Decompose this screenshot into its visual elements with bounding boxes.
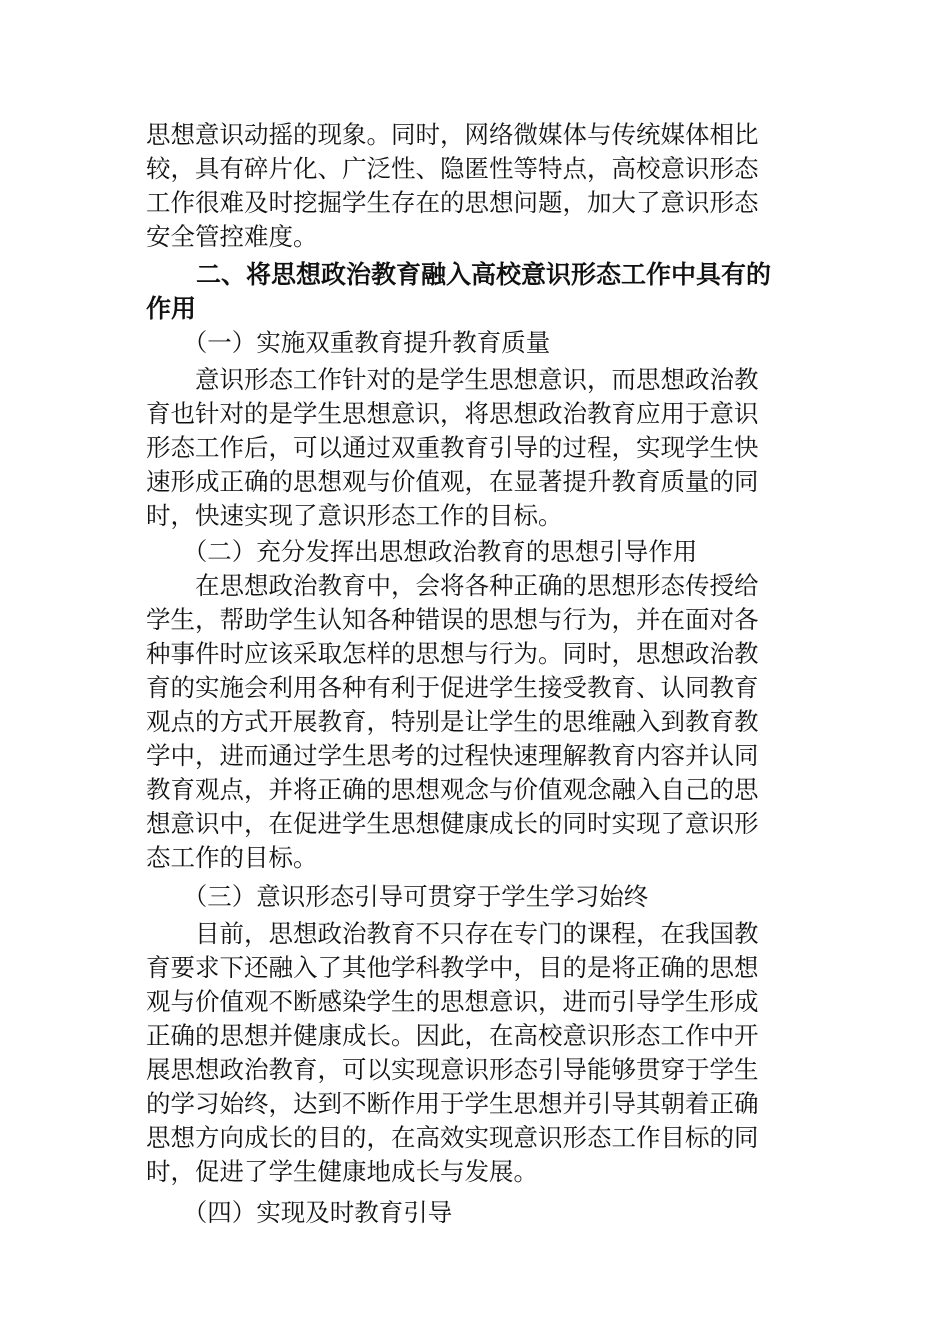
paragraph-continuation: 思想意识动摇的现象。同时，网络微媒体与传统媒体相比 较，具有碎片化、广泛性、隐匿性等特点，高校意识形态 工作很难及时挖掘学生存在的思想问题，加大了意识形态 安全管控难度。 xyxy=(146,120,759,251)
subsection-title-4: （四）实现及时教育引导 xyxy=(146,1198,453,1227)
subsection-body-3: 目前，思想政治教育不只存在专门的课程，在我国教 育要求下还融入了其他学科教学中，目的是将正确的思想 观与价值观不断感染学生的思想意识，进而引导学生形成 正确的思想并健康成长。因此，在高校意识形态工作中开 展思想政治教育，可以实现意识形态引导能够贯穿于学生 的学习始终，达到不断作用于学生思想并引导其朝着正确 思想方向成长的目的，在高效实现意识形态工作目标的同 时，促进了学生健康地成长与发展。 xyxy=(146,919,759,1186)
subsection-title-3: （三）意识形态引导可贯穿于学生学习始终 xyxy=(146,882,649,911)
section-heading-2: 二、将思想政治教育融入高校意识形态工作中具有的 作用 xyxy=(146,260,772,323)
subsection-title-2: （二）充分发挥出思想政治教育的思想引导作用 xyxy=(146,537,698,566)
subsection-body-1: 意识形态工作针对的是学生思想意识，而思想政治教 育也针对的是学生思想意识，将思想政治教育应用于意识 形态工作后，可以通过双重教育引导的过程，实现学生快 速形成正确的思想观与价值观，在显著提升教育质量的同 时，快速实现了意识形态工作的目标。 xyxy=(146,365,759,530)
subsection-title-1: （一）实施双重教育提升教育质量 xyxy=(146,328,551,357)
subsection-body-2: 在思想政治教育中，会将各种正确的思想形态传授给 学生，帮助学生认知各种错误的思想与行为，并在面对各 种事件时应该采取怎样的思想与行为。同时，思想政治教 育的实施会利用各种有利于促进学生接受教育、认同教育 观点的方式开展教育，特别是让学生的思维融入到教育教 学中，进而通过学生思考的过程快速理解教育内容并认同 教育观点，并将正确的思想观念与价值观念融入自己的思 想意识中，在促进学生思想健康成长的同时实现了意识形 态工作的目标。 xyxy=(146,571,759,872)
